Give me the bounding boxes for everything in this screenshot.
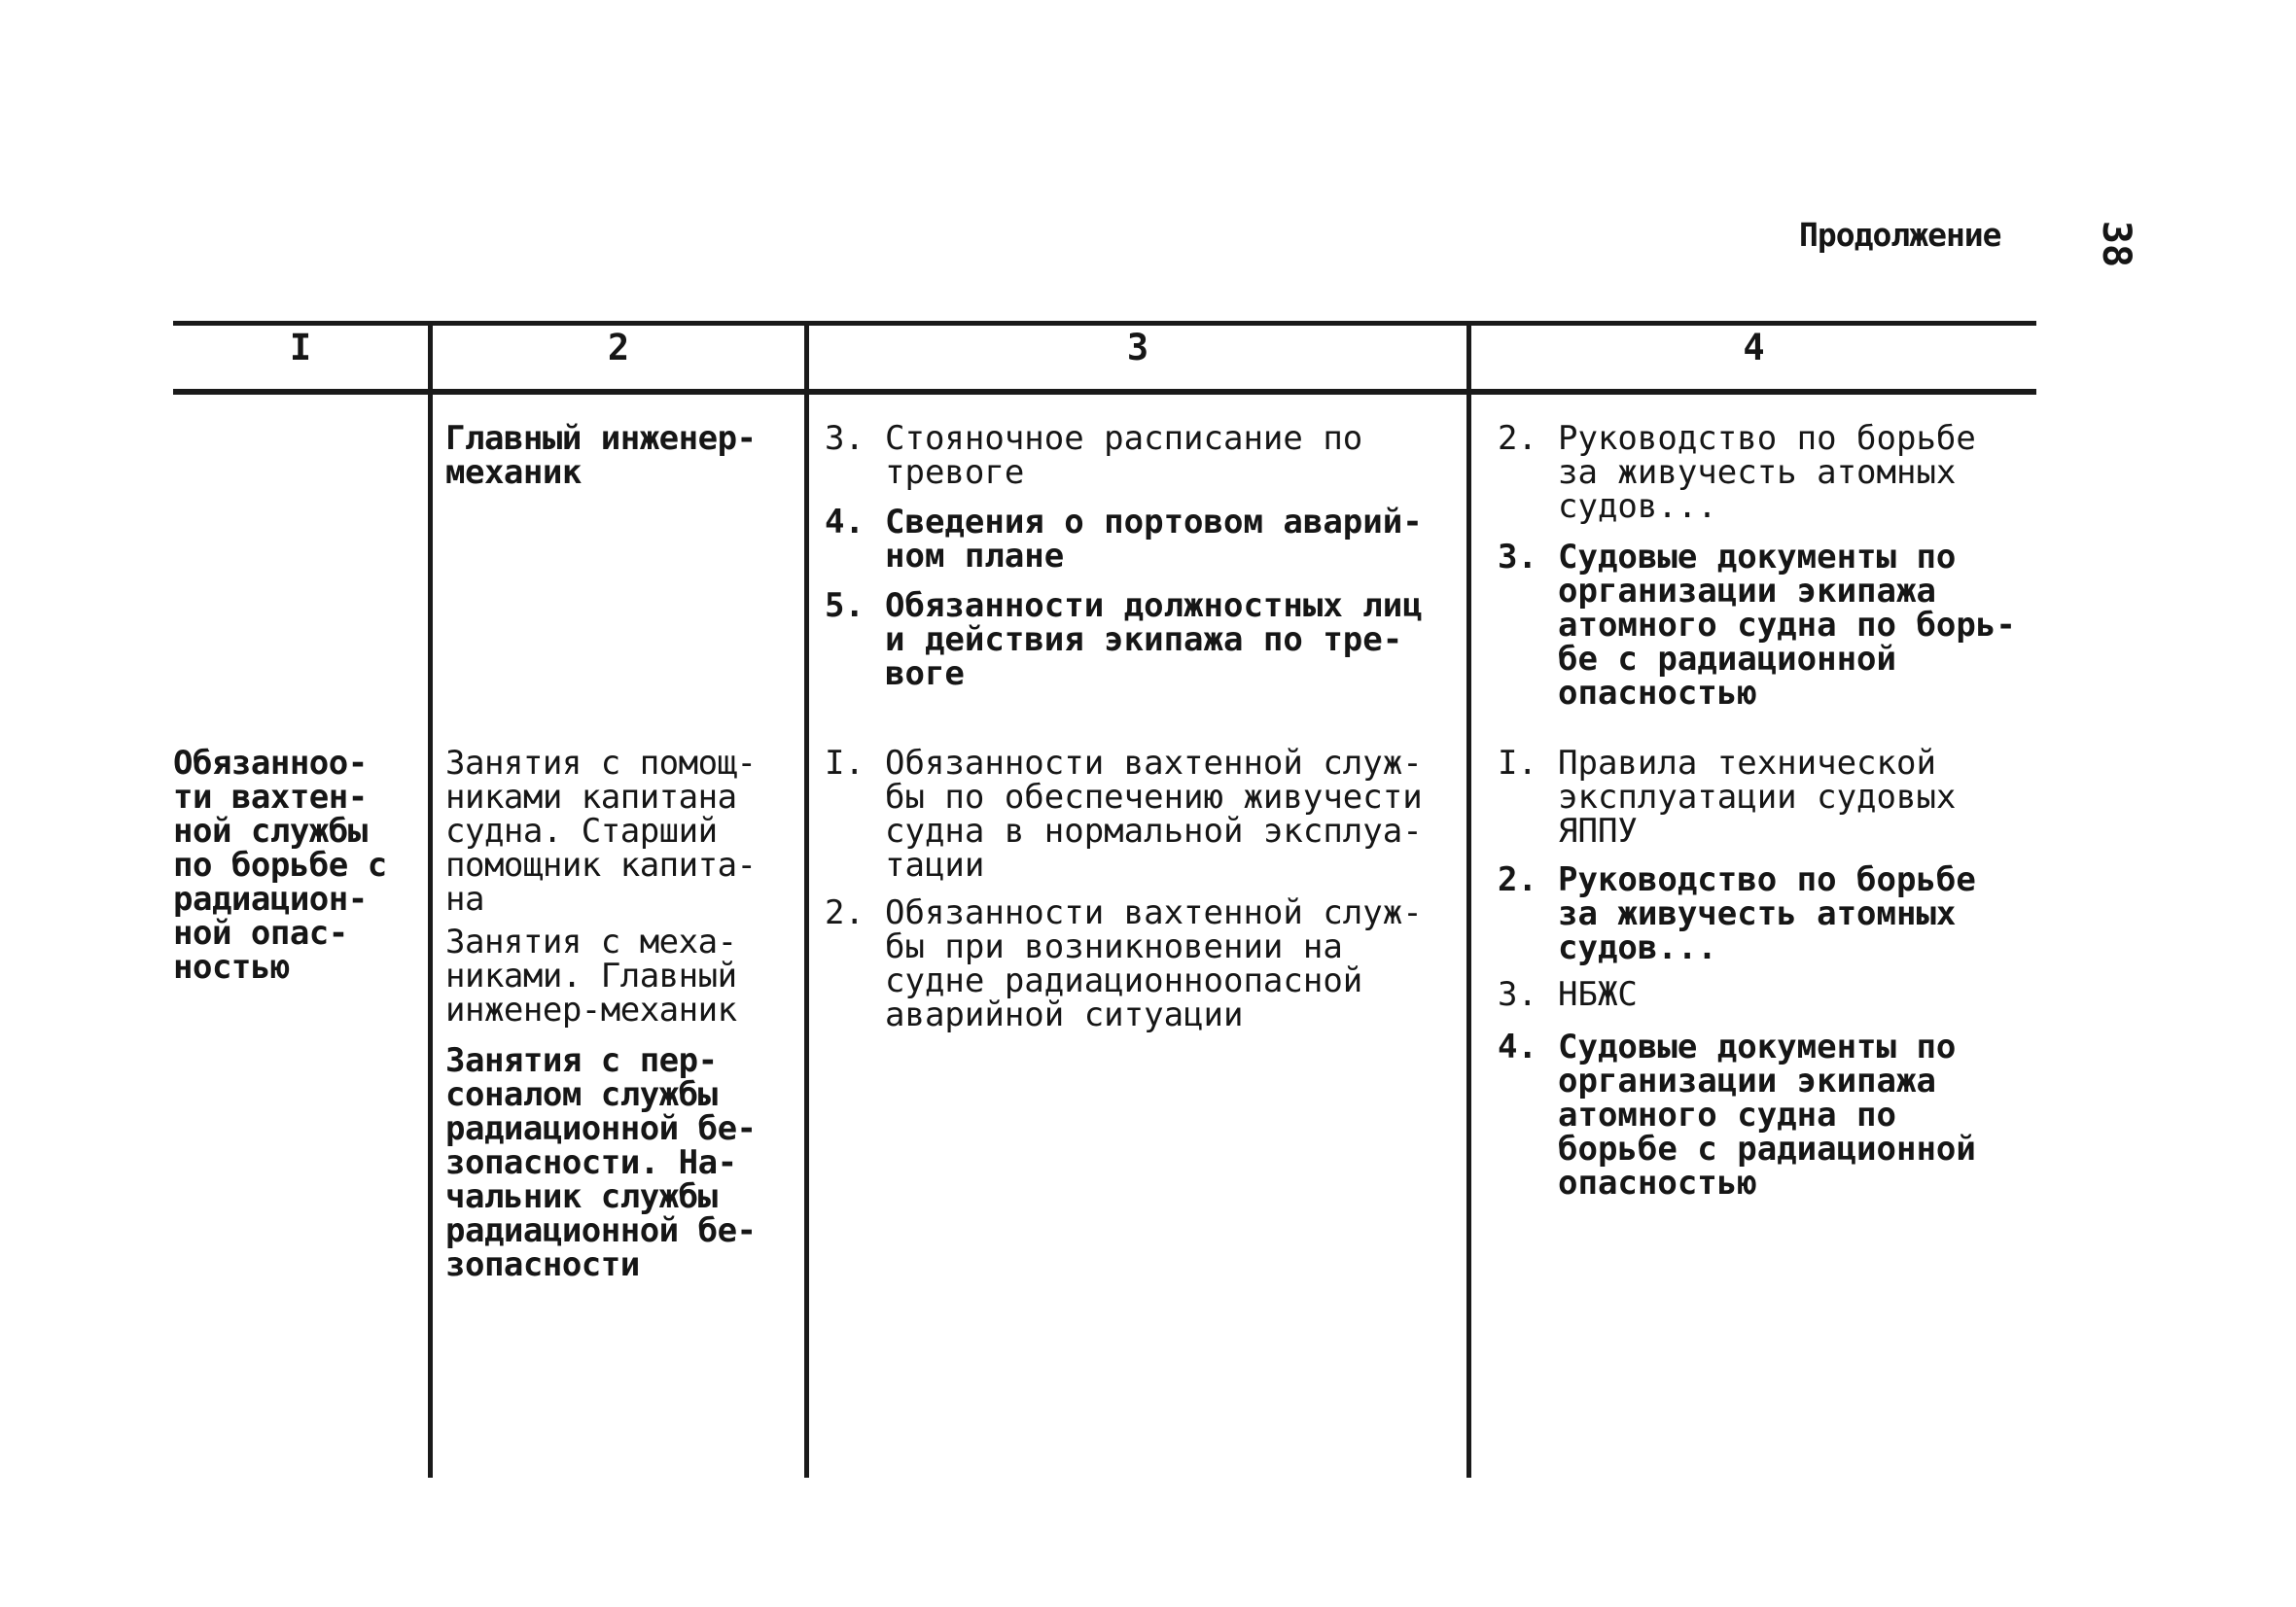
item-text: Руководство по борьбе за живучесть атомных судов...: [1558, 860, 1976, 967]
item-text: Обязанности вахтенной служ- бы по обеспечению живучести судна в нормальной эксплуа- тации: [885, 744, 1423, 885]
row2-col2-block: Занятия с помощ- никами капитана судна. Старший помощник капита- на: [445, 744, 757, 919]
table-header-rule: [173, 389, 2036, 395]
item-text: Стояночное расписание по тревоге: [885, 419, 1363, 492]
continuation-label: Продолжение: [1799, 216, 2001, 254]
item-text: Обязанности вахтенной служ- бы при возникновении на судне радиационноопасной аварийной ситуации: [885, 893, 1423, 1034]
column-header-2: 2: [607, 327, 630, 368]
page-number: 38: [2094, 220, 2139, 268]
item-text: НБЖС: [1558, 975, 1638, 1014]
row2-col2-block: Занятия с пер- соналом службы радиационной бе- зопасности. На- чальник службы радиационной бе- зопасности: [445, 1041, 757, 1284]
item-text: Сведения о портовом аварий- ном плане: [885, 503, 1423, 576]
item-number: 2.: [1498, 419, 1537, 458]
item-number: 4.: [825, 503, 865, 541]
column-header-1: I: [289, 327, 312, 368]
item-number: 2.: [825, 893, 865, 932]
column-divider-2: [804, 321, 809, 1478]
item-number: 3.: [1498, 538, 1537, 576]
item-number: 5.: [825, 586, 865, 625]
item-number: 4.: [1498, 1028, 1537, 1066]
table-top-rule: [173, 321, 2036, 326]
row2-col2-block: Занятия с меха- никами. Главный инженер-механик: [445, 923, 737, 1030]
item-number: 3.: [825, 419, 865, 458]
item-text: Судовые документы по организации экипажа атомного судна по борьбе с радиационной опасностью: [1558, 1028, 1976, 1203]
item-text: Руководство по борьбе за живучесть атомных судов...: [1558, 419, 1976, 526]
item-number: 2.: [1498, 860, 1537, 899]
item-text: Обязанности должностных лиц и действия экипажа по тре- воге: [885, 586, 1423, 693]
item-text: Правила технической эксплуатации судовых ЯППУ: [1558, 744, 1957, 851]
item-number: I.: [825, 744, 865, 783]
row2-col1-topic: Обязанноо- ти вахтен- ной службы по борьбе с радиацион- ной опас- ностью: [173, 744, 387, 987]
column-header-3: 3: [1126, 327, 1149, 368]
column-divider-1: [428, 321, 433, 1478]
item-number: 3.: [1498, 975, 1537, 1014]
row1-col2-responsible: Главный инженер- механик: [445, 419, 757, 492]
column-header-4: 4: [1743, 327, 1765, 368]
item-number: I.: [1498, 744, 1537, 783]
column-divider-3: [1466, 321, 1471, 1478]
item-text: Судовые документы по организации экипажа атомного судна по борь- бе с радиационной опасностью: [1558, 538, 2016, 713]
